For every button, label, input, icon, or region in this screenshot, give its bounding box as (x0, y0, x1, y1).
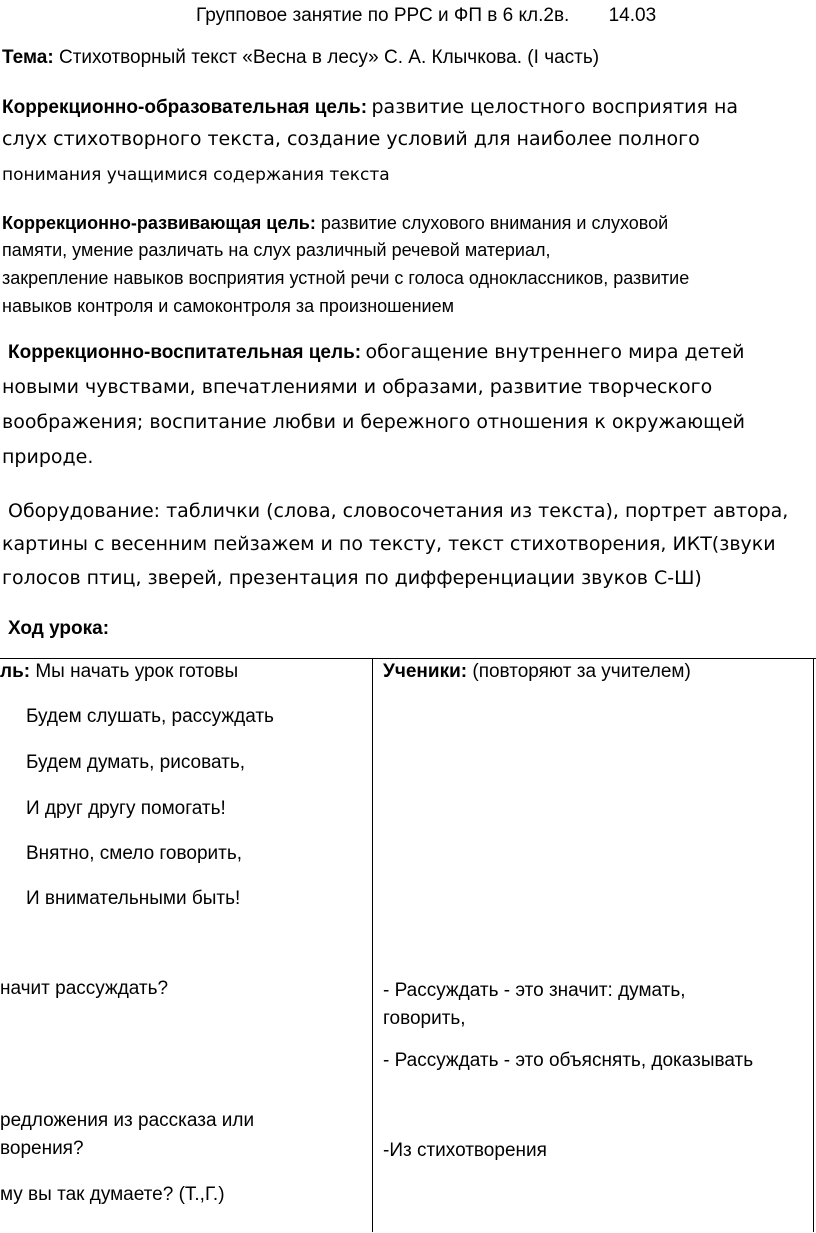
equipment-line3: голосов птиц, зверей, презентация по дифференциации звуков С-Ш) (2, 567, 702, 589)
equipment-line2: картины с весенним пейзажем и по тексту, текст стихотворения, ИКТ(звуки (2, 533, 776, 555)
verse-line: И друг другу помогать! (26, 798, 226, 819)
topic-label: Тема: (2, 47, 54, 68)
goal-educational-line2: слух стихотворного текста, создание условий для наиболее полного (2, 128, 700, 150)
verse-line: Внятно, смело говорить, (26, 843, 243, 864)
goal-educational-line1 (2, 96, 738, 119)
teacher-question-1: начит рассуждать? (0, 978, 169, 999)
student-answer-3: -Из стихотворения (383, 1140, 547, 1161)
header-date: 14.03 (608, 5, 657, 26)
verse-line: Будем думать, рисовать, (26, 752, 246, 773)
student-answer-1b: говорить, (383, 1008, 466, 1029)
lesson-heading: Ход урока: (8, 618, 110, 639)
teacher-question-3: му вы так думаете? (Т.,Г.) (0, 1184, 225, 1205)
goal-upbringing-label: Коррекционно-воспитательная цель: (8, 342, 362, 363)
goal-upbringing-line3: воображения; воспитание любви и бережного отношения к окружающей (2, 411, 746, 433)
goal-developing-line2: памяти, умение различать на слух различный речевой материал, (2, 240, 551, 260)
students-label: Ученики: (383, 661, 468, 682)
header-title: Групповое занятие по РРС и ФП в 6 кл.2в. (196, 5, 570, 26)
verse-line: И внимательными быть! (26, 888, 241, 909)
goal-upbringing-line4: природе. (2, 446, 94, 468)
teacher-label: ль: (0, 661, 31, 682)
student-answer-2: - Рассуждать - это объяснять, доказывать (383, 1050, 754, 1071)
students-intro (383, 661, 691, 683)
verse-line: Будем слушать, рассуждать (26, 706, 274, 727)
equipment-line1: Оборудование: таблички (слова, словосочетания из текста), портрет автора, (8, 500, 789, 522)
topic-text: Стихотворный текст «Весна в лесу» С. А. Клычкова. (I часть) (58, 47, 600, 68)
document-header (196, 5, 656, 27)
goal-upbringing-line1 (8, 341, 744, 364)
table-column-divider (372, 658, 373, 1232)
students-intro-text: (повторяют за учителем) (472, 661, 691, 682)
teacher-intro-text: Мы начать урок готовы (35, 661, 239, 682)
topic-line (2, 47, 599, 69)
teacher-question-2b: ворения? (0, 1138, 84, 1159)
goal-developing-label: Коррекционно-развивающая цель: (2, 213, 316, 233)
teacher-question-2a: редложения из рассказа или (0, 1110, 255, 1131)
goal-developing-text1: развитие слухового внимания и слуховой (320, 213, 669, 233)
table-right-border (813, 658, 814, 1232)
goal-upbringing-text1: обогащение внутреннего мира детей (365, 341, 745, 363)
goal-developing-line3: закрепление навыков восприятия устной речи с голоса одноклассников, развитие (2, 268, 690, 288)
student-answer-1a: - Рассуждать - это значит: думать, (383, 980, 686, 1001)
goal-developing-line4: навыков контроля и самоконтроля за произношением (2, 296, 454, 316)
teacher-intro (0, 661, 238, 683)
goal-educational-text1: развитие целостного восприятия на (371, 96, 739, 118)
goal-educational-line3: понимания учащимися содержания текста (2, 165, 390, 185)
goal-educational-label: Коррекционно-образовательная цель: (2, 97, 368, 118)
goal-upbringing-line2: новыми чувствами, впечатлениями и образами, развитие творческого (2, 376, 713, 398)
goal-developing-line1 (2, 213, 668, 234)
